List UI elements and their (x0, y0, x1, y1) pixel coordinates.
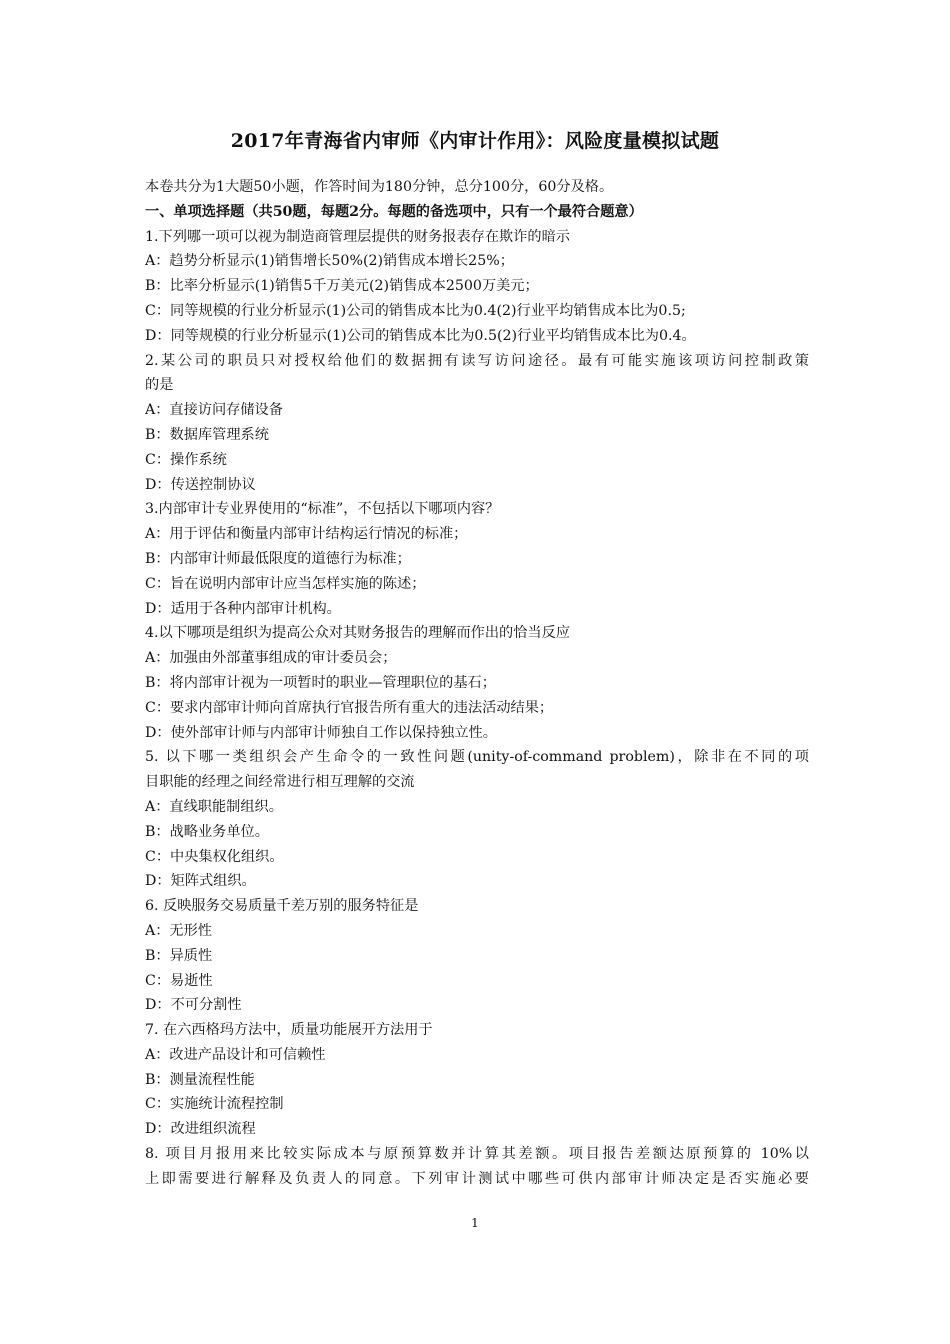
question-stem: 8. 项目月报用来比较实际成本与原预算数并计算其差额。项目报告差额达原预算的 10%以 (145, 1146, 809, 1163)
option-a: A：改进产品设计和可信赖性 (145, 1046, 326, 1063)
option-d: D：不可分割性 (145, 997, 242, 1014)
option-b: B：测量流程性能 (145, 1071, 255, 1088)
exam-intro: 本卷共分为1大题50小题，作答时间为180分钟，总分100分，60分及格。 (145, 179, 614, 195)
question-stem-continued: 的是 (145, 377, 174, 394)
question-stem: 5. 以下哪一类组织会产生命令的一致性问题(unity-of-command problem)，除非在不同的项 (145, 749, 809, 766)
option-a: A：加强由外部董事组成的审计委员会； (145, 650, 397, 667)
option-d: D：矩阵式组织。 (145, 873, 256, 890)
question-5 (145, 745, 809, 894)
question-stem: 3.内部审计专业界使用的“标准”，不包括以下哪项内容？ (145, 501, 500, 518)
option-c: C：实施统计流程控制 (145, 1096, 284, 1113)
question-stem: 6. 反映服务交易质量千差万别的服务特征是 (145, 898, 419, 915)
question-6 (145, 894, 809, 1018)
option-c: C：同等规模的行业分析显示(1)公司的销售成本比为0.4(2)行业平均销售成本比为0.5; (145, 302, 686, 319)
option-b: B：将内部审计视为一项暂时的职业—管理职位的基石； (145, 674, 496, 691)
option-b: B：战略业务单位。 (145, 823, 269, 840)
question-stem: 4.以下哪项是组织为提高公众对其财务报告的理解而作出的恰当反应 (145, 625, 570, 642)
question-2 (145, 349, 809, 498)
question-3 (145, 497, 809, 621)
question-stem: 1.下列哪一项可以视为制造商管理层提供的财务报表存在欺诈的暗示 (145, 228, 570, 245)
question-7 (145, 1018, 809, 1142)
question-stem-continued: 目职能的经理之间经常进行相互理解的交流 (145, 774, 415, 791)
option-a: A：用于评估和衡量内部审计结构运行情况的标准； (145, 526, 468, 543)
option-c: C：易逝性 (145, 972, 213, 989)
option-d: D：同等规模的行业分析显示(1)公司的销售成本比为0.5(2)行业平均销售成本比为0.4。 (145, 327, 696, 344)
option-b: B：异质性 (145, 947, 213, 964)
section-heading: 一、单项选择题（共50题，每题2分。每题的备选项中，只有一个最符合题意） (145, 203, 643, 220)
option-c: C：中央集权化组织。 (145, 848, 284, 865)
option-d: D：传送控制协议 (145, 476, 256, 493)
question-1 (145, 225, 809, 349)
option-a: A：趋势分析显示(1)销售增长50%(2)销售成本增长25%； (145, 253, 514, 270)
option-b: B：比率分析显示(1)销售5千万美元(2)销售成本2500万美元； (145, 278, 539, 295)
option-c: C：旨在说明内部审计应当怎样实施的陈述； (145, 575, 426, 592)
option-b: B：数据库管理系统 (145, 426, 269, 443)
document-title: 2017年青海省内审师《内审计作用》：风险度量模拟试题 (230, 130, 720, 152)
page-number: 1 (471, 1216, 479, 1230)
question-stem-continued: 上即需要进行解释及负责人的同意。下列审计测试中哪些可供内部审计师决定是否实施必要 (145, 1170, 809, 1187)
question-stem: 2.某公司的职员只对授权给他们的数据拥有读写访问途径。最有可能实施该项访问控制政策 (145, 352, 809, 369)
question-8 (145, 1142, 809, 1192)
option-c: C：操作系统 (145, 451, 227, 468)
option-a: A：无形性 (145, 922, 212, 939)
option-c: C：要求内部审计师向首席执行官报告所有重大的违法活动结果； (145, 699, 554, 716)
option-b: B：内部审计师最低限度的道德行为标准； (145, 550, 411, 567)
document-body (145, 175, 809, 1192)
option-a: A：直线职能制组织。 (145, 798, 283, 815)
option-d: D：使外部审计师与内部审计师独自工作以保持独立性。 (145, 724, 497, 741)
option-a: A：直接访问存储设备 (145, 402, 283, 419)
question-stem: 7. 在六西格玛方法中，质量功能展开方法用于 (145, 1022, 433, 1039)
option-d: D：改进组织流程 (145, 1121, 256, 1138)
option-d: D：适用于各种内部审计机构。 (145, 600, 341, 617)
question-4 (145, 621, 809, 745)
